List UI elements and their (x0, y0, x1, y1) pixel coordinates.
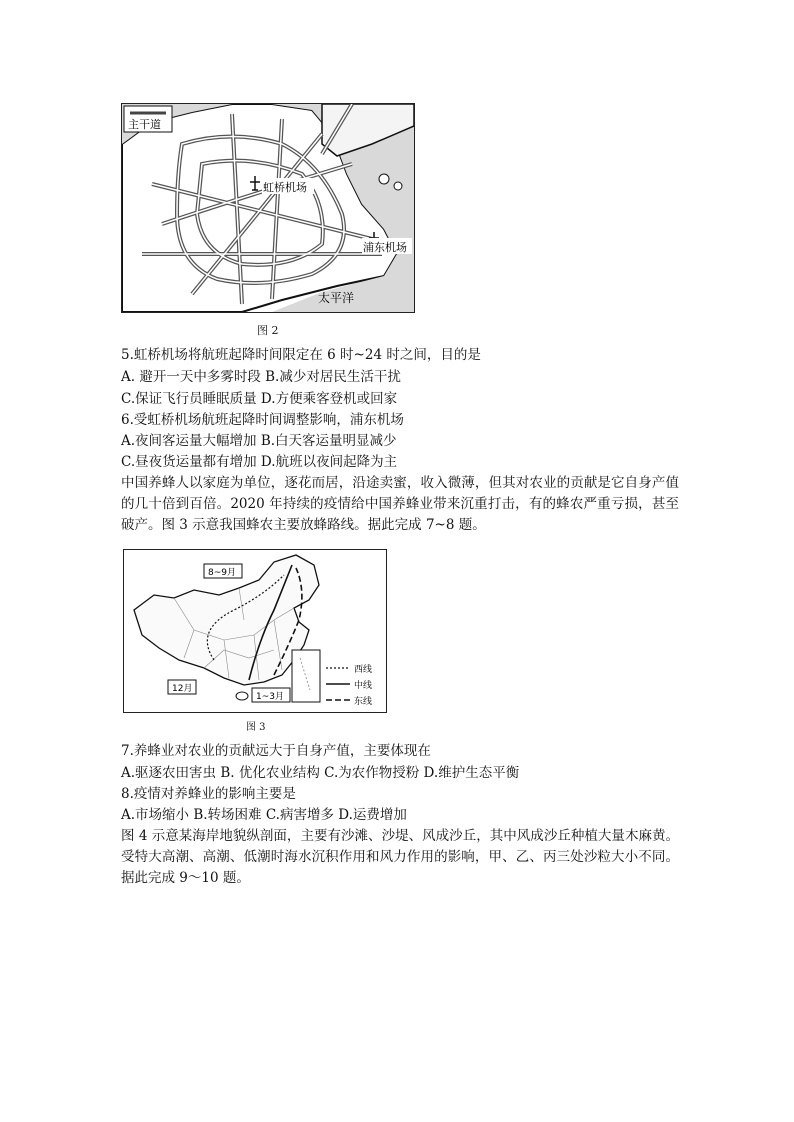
figure-3-caption: 图 3 (246, 722, 266, 733)
legend-east-line: 东线 (354, 697, 373, 707)
figure-2-caption: 图 2 (257, 324, 279, 337)
intro-paragraph-9-10: 图 4 示意某海岸地貌纵剖面，主要有沙滩、沙堤、风成沙丘，其中风成沙丘种植大量木麻黄。受特大高潮、高潮、低潮时海水沉积作用和风力作用的影响，甲、乙、丙三处沙粒大小不同。据此完成 9～10 题。 (121, 828, 679, 886)
question-6-options-1: A.夜间客运量大幅增加 B.白天客运量明显减少 (121, 433, 397, 449)
question-6-stem: 6.受虹桥机场航班起降时间调整影响，浦东机场 (121, 412, 404, 428)
question-5-stem: 5.虹桥机场将航班起降时间限定在 6 时~24 时之间，目的是 (121, 347, 481, 363)
legend-west-line: 西线 (354, 665, 373, 675)
label-pacific-ocean: 太平洋 (318, 291, 355, 305)
label-aug-sep: 8~9月 (208, 568, 236, 578)
china-bee-route-map (124, 550, 386, 712)
legend-middle-line: 中线 (354, 681, 373, 691)
question-5-options-1: A. 避开一天中多雾时段 B.减少对居民生活干扰 (121, 369, 401, 385)
label-december: 12月 (172, 684, 193, 694)
question-8-stem: 8.疫情对养蜂业的影响主要是 (121, 786, 296, 802)
label-jan-mar: 1~3月 (256, 692, 284, 702)
label-pudong-airport: 浦东机场 (363, 241, 407, 254)
label-hongqiao-airport: 虹桥机场 (263, 181, 307, 194)
question-6-options-2: C.昼夜货运量都有增加 D.航班以夜间起降为主 (121, 454, 398, 470)
intro-paragraph-7-8: 中国养蜂人以家庭为单位，逐花而居，沿途卖蜜，收入微薄，但其对农业的贡献是它自身产值的几十倍到百倍。2020 年持续的疫情给中国养蜂业带来沉重打击，有的蜂农严重亏损，甚至破产。图 3 示意我国蜂农主要放蜂路线。据此完成 7~8 题。 (121, 475, 679, 533)
figure-3-map (123, 549, 387, 713)
question-5-options-2: C.保证飞行员睡眠质量 D.方便乘客登机或回家 (121, 391, 398, 407)
question-8-options: A.市场缩小 B.转场困难 C.病害增多 D.运费增加 (121, 807, 407, 823)
question-7-options: A.驱逐农田害虫 B. 优化农业结构 C.为农作物授粉 D.维护生态平衡 (121, 765, 520, 781)
shanghai-road-map (122, 104, 414, 312)
legend-label: 主干道 (128, 118, 161, 131)
figure-2-map (121, 103, 415, 313)
question-7-stem: 7.养蜂业对农业的贡献远大于自身产值，主要体现在 (121, 743, 431, 759)
